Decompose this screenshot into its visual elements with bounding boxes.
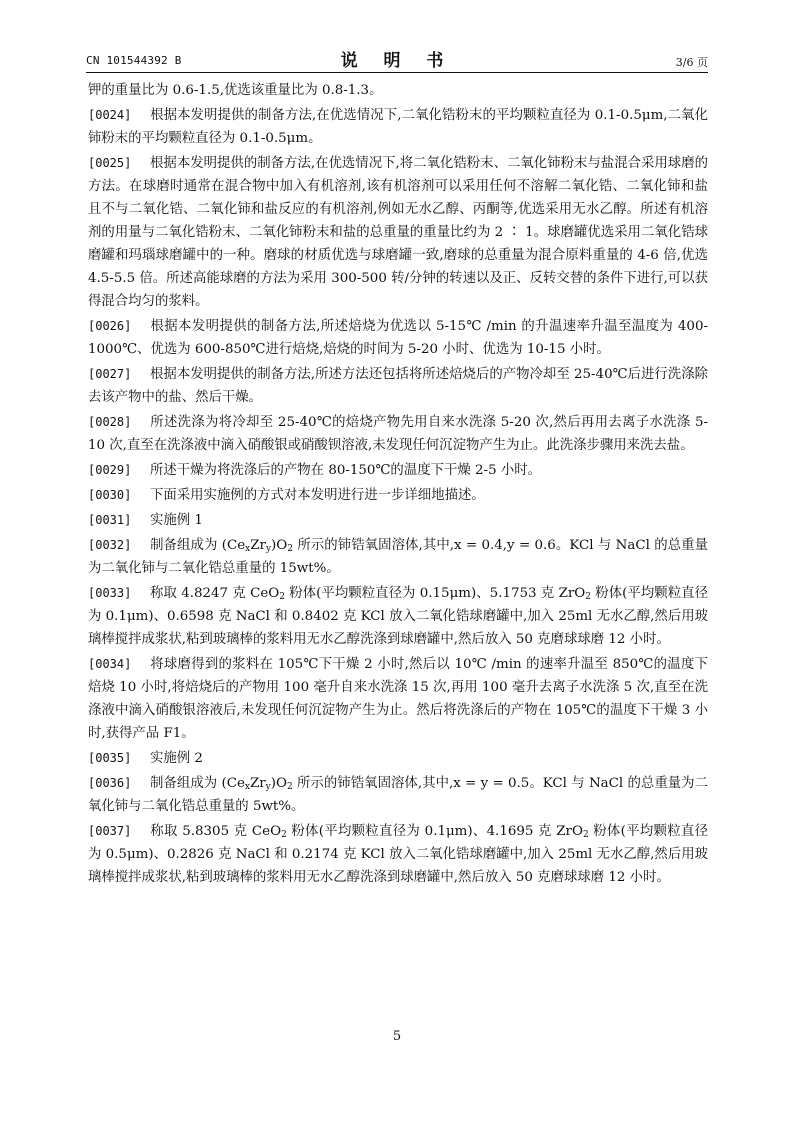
subscript: 2 xyxy=(279,592,285,602)
paragraph-number: [0033] xyxy=(88,586,132,600)
paragraph-text: 将球磨得到的浆料在 105℃下干燥 2 小时,然后以 10℃ /min 的速率升温至 850℃的温度下焙烧 10 小时,将焙烧后的产物用 100 毫升自来水洗涤 15 次,再用 100 毫升去离子水洗涤 5 次,直至在洗涤液中滴入硝酸银溶液后,未发现任何沉淀物产生为止。然后将洗涤后的产物在 105℃的温度下干燥 3 小时,获得产品 F1。 xyxy=(88,657,708,741)
paragraph-number: [0036] xyxy=(88,776,132,790)
document-title: 说 明 书 xyxy=(340,51,454,71)
page-indicator: 3/6 页 xyxy=(675,56,708,69)
paragraph-number: [0026] xyxy=(88,319,132,333)
paragraph-text: 制备组成为 (Ce xyxy=(150,538,246,553)
paragraph-0035 xyxy=(88,747,708,770)
paragraph-0034 xyxy=(88,653,708,745)
paragraph-text: 根据本发明提供的制备方法,在优选情况下,二氧化锆粉末的平均颗粒直径为 0.1-0.5μm,二氧化铈粉末的平均颗粒直径为 0.1-0.5μm。 xyxy=(88,108,708,146)
page-header xyxy=(86,46,708,72)
paragraph-text: 制备组成为 (Ce xyxy=(150,776,245,791)
paragraph-number: [0028] xyxy=(88,415,132,429)
paragraph-number: [0027] xyxy=(88,367,132,381)
paragraph-text: 下面采用实施例的方式对本发明进行进一步详细地描述。 xyxy=(150,488,485,503)
subscript: 2 xyxy=(287,544,293,554)
page-number: 5 xyxy=(392,1029,402,1044)
paragraph-0027 xyxy=(88,363,708,409)
subscript: y xyxy=(265,782,271,792)
paragraph-text: 粉体(平均颗粒直径为 0.15μm)、5.1753 克 ZrO xyxy=(284,586,586,601)
paragraph-number: [0030] xyxy=(88,488,132,502)
subscript: 2 xyxy=(582,830,589,840)
paragraph-number: [0037] xyxy=(88,824,132,838)
subscript: 2 xyxy=(281,830,287,840)
paragraph-text: 粉体(平均颗粒直径为 0.1μm)、4.1695 克 ZrO xyxy=(286,824,583,839)
subscript: 2 xyxy=(286,782,293,792)
paragraph-text: Zr xyxy=(249,776,266,791)
paragraph-number: [0024] xyxy=(88,108,132,122)
patent-number: CN 101544392 B xyxy=(86,54,182,67)
subscript: 2 xyxy=(585,592,591,602)
paragraph-text: 根据本发明提供的制备方法,所述焙烧为优选以 5-15℃ /min 的升温速率升温至温度为 400-1000℃、优选为 600-850℃进行焙烧,焙烧的时间为 5-20 小时、优选为 10-15 小时。 xyxy=(88,319,708,357)
paragraph-text: 根据本发明提供的制备方法,在优选情况下,将二氧化锆粉末、二氧化铈粉末与盐混合采用球磨的方法。在球磨时通常在混合物中加入有机溶剂,该有机溶剂可以采用任何不溶解二氧化锆、二氧化铈和盐且不与二氧化锆、二氧化铈和盐反应的有机溶剂,例如无水乙醇、丙酮等,优选采用无水乙醇。所述有机溶剂的用量与二氧化锆粉末、二氧化铈粉末和盐的总重量的重量比约为 2 ∶ 1。球磨罐优选采用二氧化锆球磨罐和玛瑙球磨罐中的一种。磨球的材质优选与球磨罐一致,磨球的总重量为混合原料重量的 4-6 倍,优选 4.5-5.5 倍。所述高能球磨的方法为采用 300-500 转/分钟的转速以及正、反转交替的条件下进行,可以获得混合均匀的浆料。 xyxy=(88,156,708,309)
example-heading: 实施例 2 xyxy=(150,751,203,766)
continued-paragraph: 钾的重量比为 0.6-1.5,优选该重量比为 0.8-1.3。 xyxy=(88,83,383,98)
paragraph-number: [0032] xyxy=(88,538,132,552)
subscript: x xyxy=(245,544,251,554)
paragraph-text: )O xyxy=(270,776,287,791)
paragraph-0026 xyxy=(88,315,708,361)
paragraph-number: [0035] xyxy=(88,751,132,765)
paragraph-text: 称取 4.8247 克 CeO xyxy=(150,586,280,601)
paragraph-0031 xyxy=(88,509,708,532)
paragraph-number: [0029] xyxy=(88,463,132,477)
paragraph-text: )O xyxy=(271,538,288,553)
paragraph-0036 xyxy=(88,772,708,818)
paragraph-0029 xyxy=(88,459,708,482)
header-divider xyxy=(86,72,708,73)
paragraph-0025 xyxy=(88,152,708,313)
example-heading: 实施例 1 xyxy=(150,513,203,528)
paragraph-text: 称取 5.8305 克 CeO xyxy=(150,824,282,839)
subscript: x xyxy=(244,782,250,792)
paragraph-number: [0034] xyxy=(88,657,132,671)
paragraph-text: 根据本发明提供的制备方法,所述方法还包括将所述焙烧后的产物冷却至 25-40℃后进行洗涤除去该产物中的盐、然后干燥。 xyxy=(88,367,708,405)
paragraph-number: [0031] xyxy=(88,513,132,527)
paragraph-text: Zr xyxy=(250,538,266,553)
paragraph-number: [0025] xyxy=(88,156,132,170)
paragraph-0028 xyxy=(88,411,708,457)
document-body xyxy=(88,79,708,891)
paragraph-0032 xyxy=(88,534,708,580)
subscript: y xyxy=(265,544,272,554)
paragraph-text: 粉体(平均颗粒直径为 0.5μm)、0.2826 克 NaCl 和 0.2174 克 KCl 放入二氧化锆球磨罐中,加入 25ml 无水乙醇,然后用玻璃棒搅拌成浆状,粘到玻璃棒的浆料用无水乙醇洗涤到球磨罐中,然后放入 50 克磨球球磨 12 小时。 xyxy=(88,824,708,885)
paragraph-text: 粉体(平均颗粒直径为 0.1μm)、0.6598 克 NaCl 和 0.8402 克 KCl 放入二氧化锆球磨罐中,加入 25ml 无水乙醇,然后用玻璃棒搅拌成浆状,粘到玻璃棒的浆料用无水乙醇洗涤到球磨罐中,然后放入 50 克磨球球磨 12 小时。 xyxy=(88,586,708,647)
paragraph-text: 所述洗涤为将冷却至 25-40℃的焙烧产物先用自来水洗涤 5-20 次,然后再用去离子水洗涤 5-10 次,直至在洗涤液中滴入硝酸银或硝酸钡溶液,未发现任何沉淀物产生为止。此洗涤步骤用来洗去盐。 xyxy=(88,415,708,453)
paragraph-text: 所示的铈锆氧固溶体,其中,x = 0.4,y = 0.6。KCl 与 NaCl 的总重量为二氧化铈与二氧化锆总重量的 15wt%。 xyxy=(88,538,709,576)
paragraph-0030 xyxy=(88,484,708,507)
paragraph-0037 xyxy=(88,820,708,889)
paragraph-0024 xyxy=(88,104,708,150)
paragraph-text: 所示的铈锆氧固溶体,其中,x = y = 0.5。KCl 与 NaCl 的总重量为二氧化铈与二氧化锆总重量的 5wt%。 xyxy=(88,776,708,814)
paragraph-0033 xyxy=(88,582,708,651)
paragraph-text: 所述干燥为将洗涤后的产物在 80-150℃的温度下干燥 2-5 小时。 xyxy=(150,463,542,478)
